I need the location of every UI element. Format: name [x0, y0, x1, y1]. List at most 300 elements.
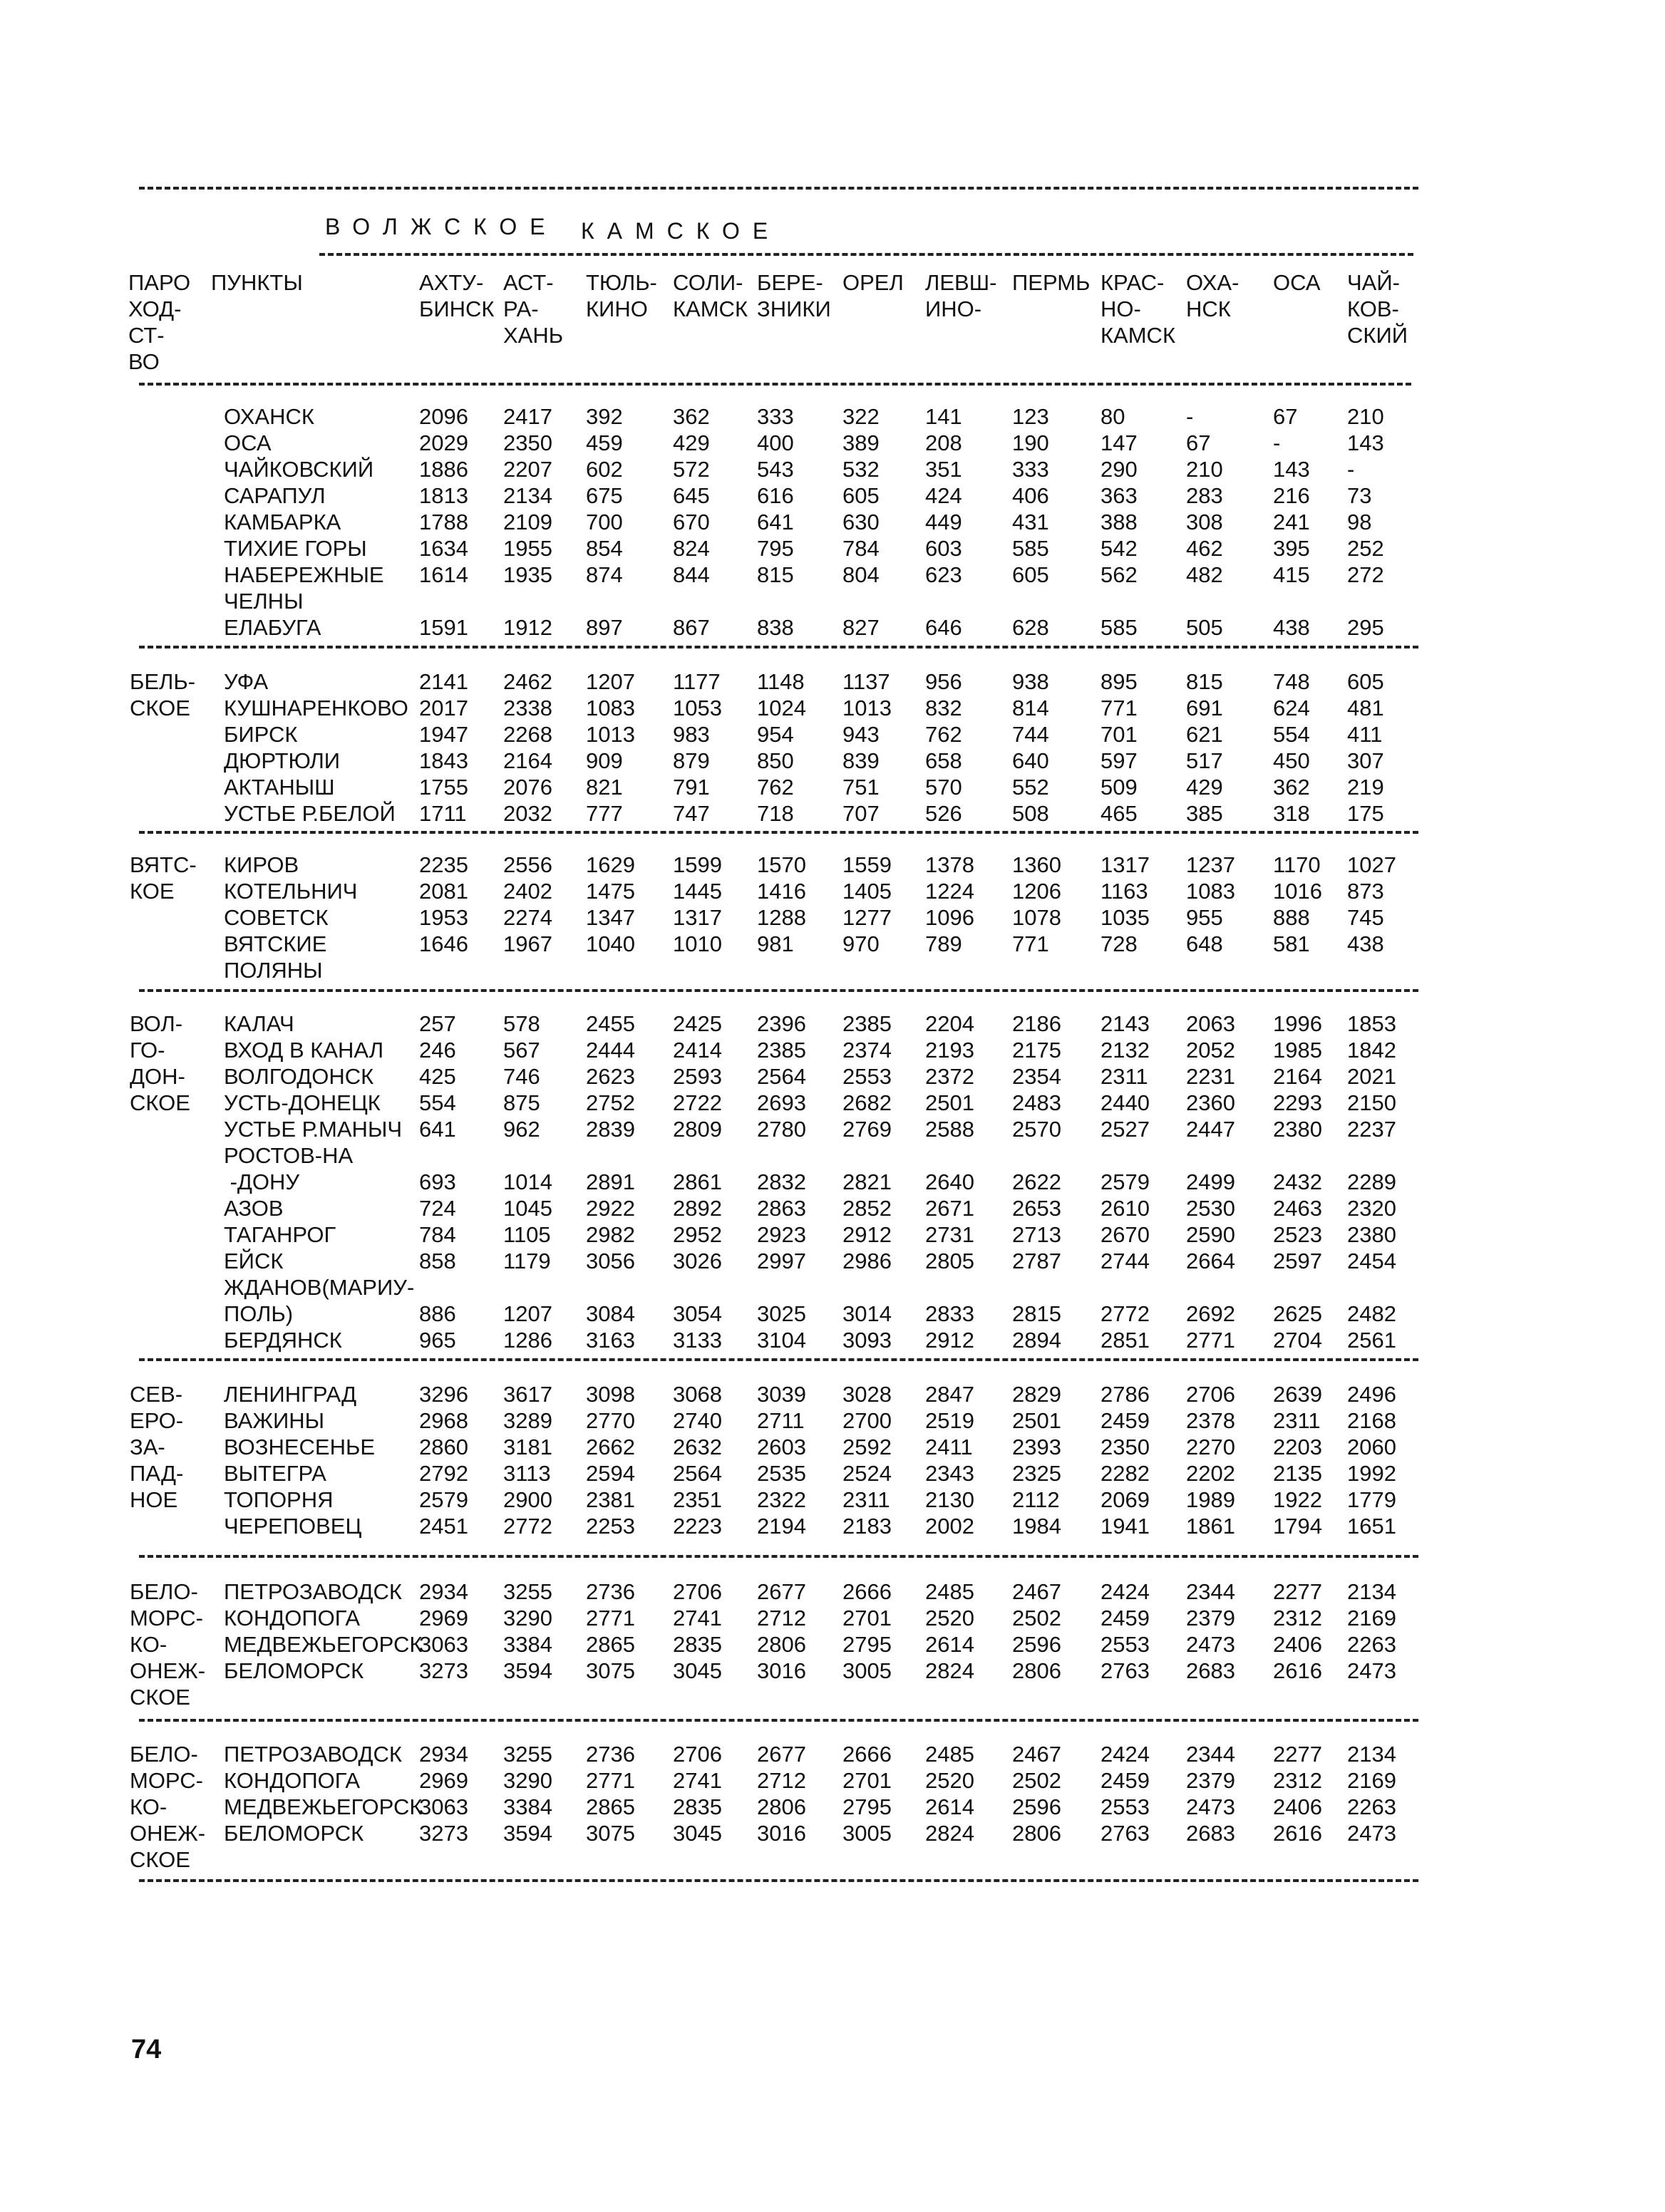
table-cell: 3098: [586, 1382, 635, 1407]
table-cell: -: [1186, 404, 1194, 429]
table-cell: 578: [503, 1011, 540, 1036]
table-cell: 2969: [419, 1768, 468, 1793]
table-cell: 147: [1100, 430, 1138, 455]
table-cell: 970: [842, 931, 880, 956]
table-cell: 858: [419, 1249, 456, 1273]
column-header: ТЮЛЬ- КИНО: [586, 270, 657, 321]
table-cell: 2553: [1100, 1632, 1150, 1657]
table-cell: 333: [757, 404, 794, 429]
table-cell: 2763: [1100, 1821, 1150, 1846]
group-title-volzhskoe: ВОЛЖСКОЕ: [325, 214, 558, 239]
table-cell: 1922: [1273, 1487, 1322, 1512]
table-cell: 2350: [1100, 1435, 1150, 1459]
table-cell: 3594: [503, 1658, 552, 1683]
table-cell: 98: [1347, 510, 1372, 534]
table-cell: 2096: [419, 404, 468, 429]
table-cell: 838: [757, 615, 794, 640]
table-cell: 2701: [842, 1606, 892, 1630]
table-cell: 2325: [1012, 1461, 1061, 1486]
column-header: ОРЕЛ: [842, 270, 904, 295]
table-cell: 2459: [1100, 1606, 1150, 1630]
table-cell: 2806: [757, 1632, 806, 1657]
table-cell: 2561: [1347, 1328, 1396, 1353]
table-cell: 3039: [757, 1382, 806, 1407]
table-cell: 1286: [503, 1328, 552, 1353]
table-cell: 2150: [1347, 1090, 1396, 1115]
row-label: КАЛАЧ: [224, 1011, 294, 1036]
row-label: ЛЕНИНГРАД: [224, 1382, 357, 1407]
table-cell: 2623: [586, 1064, 635, 1089]
table-cell: 2982: [586, 1222, 635, 1247]
row-label: УСТЬ-ДОНЕЦК: [224, 1090, 381, 1115]
row-label: КОТЕЛЬНИЧ: [224, 879, 358, 904]
table-cell: 2934: [419, 1742, 468, 1767]
table-cell: 3028: [842, 1382, 892, 1407]
row-label: ТАГАНРОГ: [224, 1222, 336, 1247]
table-cell: 2968: [419, 1408, 468, 1433]
table-cell: 2143: [1100, 1011, 1150, 1036]
table-cell: 658: [925, 748, 962, 773]
table-cell: 1360: [1012, 852, 1061, 877]
table-cell: 585: [1100, 615, 1138, 640]
table-cell: 3084: [586, 1301, 635, 1326]
table-cell: 2772: [1100, 1301, 1150, 1326]
table-cell: 2141: [419, 669, 468, 694]
table-cell: 208: [925, 430, 962, 455]
table-cell: 581: [1273, 931, 1310, 956]
table-cell: 2311: [1100, 1064, 1148, 1089]
table-cell: 2772: [503, 1514, 552, 1539]
table-cell: 645: [673, 483, 710, 508]
row-label: НАБЕРЕЖНЫЕ: [224, 562, 384, 587]
table-cell: 2603: [757, 1435, 806, 1459]
table-cell: 2385: [757, 1038, 806, 1063]
table-cell: 603: [925, 536, 962, 561]
table-cell: 2444: [586, 1038, 635, 1063]
table-cell: 1237: [1186, 852, 1235, 877]
page-number: 74: [131, 2035, 162, 2064]
table-cell: 2379: [1186, 1768, 1235, 1793]
table-cell: 2839: [586, 1117, 635, 1142]
table-cell: 1013: [586, 722, 635, 747]
table-cell: 2523: [1273, 1222, 1322, 1247]
column-header: БЕРЕ- ЗНИКИ: [757, 270, 831, 321]
table-cell: 1045: [503, 1196, 552, 1221]
table-cell: 2052: [1186, 1038, 1235, 1063]
table-cell: 425: [419, 1064, 456, 1089]
table-cell: 1163: [1100, 879, 1148, 904]
table-cell: 2193: [925, 1038, 974, 1063]
table-cell: 1614: [419, 562, 468, 587]
table-cell: 1053: [673, 696, 722, 720]
table-cell: 602: [586, 457, 623, 482]
table-cell: 2175: [1012, 1038, 1061, 1063]
table-cell: 1842: [1347, 1038, 1396, 1063]
table-cell: 67: [1273, 404, 1298, 429]
table-cell: 965: [419, 1328, 456, 1353]
table-cell: 2463: [1273, 1196, 1322, 1221]
table-cell: 2293: [1273, 1090, 1322, 1115]
table-cell: 3014: [842, 1301, 892, 1326]
table-cell: 175: [1347, 801, 1384, 826]
table-cell: 897: [586, 615, 623, 640]
table-cell: 2592: [842, 1435, 892, 1459]
table-cell: 628: [1012, 615, 1049, 640]
row-label: ЖДАНОВ(МАРИУ-: [224, 1275, 415, 1300]
table-cell: 2556: [503, 852, 552, 877]
table-cell: 2451: [419, 1514, 468, 1539]
table-cell: 2809: [673, 1117, 722, 1142]
table-cell: 3594: [503, 1821, 552, 1846]
table-cell: 3104: [757, 1328, 806, 1353]
row-label: ПЕТРОЗАВОДСК: [224, 1579, 402, 1604]
table-cell: 867: [673, 615, 710, 640]
row-label: ПОЛЯНЫ: [224, 958, 323, 983]
table-cell: 623: [925, 562, 962, 587]
table-cell: 3273: [419, 1658, 468, 1683]
table-cell: 777: [586, 801, 623, 826]
row-label: ЕЛАБУГА: [224, 615, 321, 640]
table-cell: 2770: [586, 1408, 635, 1433]
table-cell: 814: [1012, 696, 1049, 720]
table-cell: 3296: [419, 1382, 468, 1407]
table-cell: 605: [1012, 562, 1049, 587]
table-cell: 2406: [1273, 1632, 1322, 1657]
table-cell: 1378: [925, 852, 974, 877]
table-cell: 389: [842, 430, 880, 455]
section-group-label: БЕЛО- МОРС- КО- ОНЕЖ- СКОЕ: [130, 1742, 206, 1872]
table-cell: 1788: [419, 510, 468, 534]
table-cell: 886: [419, 1301, 456, 1326]
table-cell: 875: [503, 1090, 540, 1115]
table-cell: 2263: [1347, 1794, 1396, 1819]
table-cell: 554: [419, 1090, 456, 1115]
table-cell: 1027: [1347, 852, 1396, 877]
row-label: БЕРДЯНСК: [224, 1328, 342, 1353]
table-cell: 2640: [925, 1169, 974, 1194]
row-label: ВХОД В КАНАЛ: [224, 1038, 384, 1063]
table-cell: 2865: [586, 1794, 635, 1819]
table-cell: 2263: [1347, 1632, 1396, 1657]
table-cell: 219: [1347, 775, 1384, 800]
table-cell: 2482: [1347, 1301, 1396, 1326]
table-cell: 3005: [842, 1658, 892, 1683]
table-cell: 641: [757, 510, 794, 534]
table-cell: 2360: [1186, 1090, 1235, 1115]
row-label: ОСА: [224, 430, 272, 455]
table-cell: 1947: [419, 722, 468, 747]
table-cell: 2132: [1100, 1038, 1150, 1063]
table-cell: 3056: [586, 1249, 635, 1273]
table-cell: -: [1273, 430, 1281, 455]
table-cell: 2590: [1186, 1222, 1235, 1247]
table-cell: 2350: [503, 430, 552, 455]
row-label: МЕДВЕЖЬЕГОРСК: [224, 1632, 423, 1657]
table-cell: 2986: [842, 1249, 892, 1273]
table-cell: 789: [925, 931, 962, 956]
table-cell: 2632: [673, 1435, 722, 1459]
table-cell: 210: [1186, 457, 1223, 482]
table-cell: 2662: [586, 1435, 635, 1459]
table-cell: 2610: [1100, 1196, 1150, 1221]
table-cell: 2277: [1273, 1579, 1322, 1604]
table-cell: 955: [1186, 905, 1223, 930]
table-cell: 832: [925, 696, 962, 720]
table-cell: 2501: [925, 1090, 974, 1115]
table-cell: 821: [586, 775, 623, 800]
header-punkty: ПУНКТЫ: [211, 270, 303, 295]
table-cell: 2447: [1186, 1117, 1235, 1142]
table-cell: 2891: [586, 1169, 635, 1194]
table-cell: 2235: [419, 852, 468, 877]
row-label: ЧЕЛНЫ: [224, 589, 304, 614]
table-cell: 2570: [1012, 1117, 1061, 1142]
table-cell: 2069: [1100, 1487, 1150, 1512]
table-cell: 257: [419, 1011, 456, 1036]
table-cell: 438: [1347, 931, 1384, 956]
table-cell: 641: [419, 1117, 456, 1142]
table-cell: 956: [925, 669, 962, 694]
table-cell: 1646: [419, 931, 468, 956]
table-cell: 1886: [419, 457, 468, 482]
column-header: АСТ- РА- ХАНЬ: [503, 270, 564, 348]
table-cell: 585: [1012, 536, 1049, 561]
table-cell: 3093: [842, 1328, 892, 1353]
table-cell: 2406: [1273, 1794, 1322, 1819]
table-cell: 2792: [419, 1461, 468, 1486]
section-rule: [139, 831, 1418, 834]
table-cell: 2711: [757, 1408, 805, 1433]
table-cell: 2677: [757, 1579, 806, 1604]
table-cell: 3181: [503, 1435, 552, 1459]
table-cell: 2741: [673, 1768, 722, 1793]
table-cell: 465: [1100, 801, 1138, 826]
table-cell: 2338: [503, 696, 552, 720]
row-label: ВОЛГОДОНСК: [224, 1064, 374, 1089]
table-cell: 1347: [586, 905, 635, 930]
table-cell: 2795: [842, 1794, 892, 1819]
table-cell: 362: [673, 404, 710, 429]
table-cell: 2821: [842, 1169, 892, 1194]
table-cell: 2374: [842, 1038, 892, 1063]
table-cell: 2467: [1012, 1742, 1061, 1767]
table-cell: 2795: [842, 1632, 892, 1657]
table-cell: 526: [925, 801, 962, 826]
table-cell: 879: [673, 748, 710, 773]
row-label: ДЮРТЮЛИ: [224, 748, 341, 773]
table-cell: 2704: [1273, 1328, 1322, 1353]
table-cell: 747: [673, 801, 710, 826]
table-cell: 3063: [419, 1632, 468, 1657]
table-cell: 640: [1012, 748, 1049, 773]
table-cell: 2520: [925, 1768, 974, 1793]
table-cell: 2393: [1012, 1435, 1061, 1459]
row-label: КУШНАРЕНКОВО: [224, 696, 408, 720]
table-cell: 2109: [503, 510, 552, 534]
table-cell: 143: [1273, 457, 1310, 482]
table-cell: 2496: [1347, 1382, 1396, 1407]
column-header: ЛЕВШ- ИНО-: [925, 270, 997, 321]
table-cell: 1170: [1273, 852, 1321, 877]
section-group-label: БЕЛО- МОРС- КО- ОНЕЖ- СКОЕ: [130, 1579, 206, 1710]
table-cell: 3063: [419, 1794, 468, 1819]
table-cell: 771: [1100, 696, 1138, 720]
row-label: ВАЖИНЫ: [224, 1408, 325, 1433]
table-cell: 2671: [925, 1196, 974, 1221]
table-cell: 2744: [1100, 1249, 1150, 1273]
table-cell: 2527: [1100, 1117, 1150, 1142]
table-cell: 438: [1273, 615, 1310, 640]
table-cell: 1035: [1100, 905, 1150, 930]
table-cell: 1861: [1186, 1514, 1235, 1539]
table-cell: 2344: [1186, 1579, 1235, 1604]
table-cell: 429: [1186, 775, 1223, 800]
table-cell: 2379: [1186, 1606, 1235, 1630]
table-cell: 2499: [1186, 1169, 1235, 1194]
section-rule: [139, 1719, 1418, 1722]
table-cell: 1083: [1186, 879, 1235, 904]
table-cell: 406: [1012, 483, 1049, 508]
table-cell: 2997: [757, 1249, 806, 1273]
table-cell: 2524: [842, 1461, 892, 1486]
row-label: ОХАНСК: [224, 404, 314, 429]
table-cell: 482: [1186, 562, 1223, 587]
table-cell: 844: [673, 562, 710, 587]
table-cell: 2344: [1186, 1742, 1235, 1767]
table-cell: 2579: [419, 1487, 468, 1512]
table-cell: 241: [1273, 510, 1310, 534]
table-cell: 3255: [503, 1579, 552, 1604]
table-cell: 943: [842, 722, 880, 747]
table-cell: 2614: [925, 1794, 974, 1819]
table-cell: 3075: [586, 1821, 635, 1846]
section-rule: [139, 1879, 1418, 1882]
row-label: АКТАНЫШ: [224, 775, 335, 800]
column-header: КРАС- НО- КАМСК: [1100, 270, 1176, 348]
table-cell: 2194: [757, 1514, 806, 1539]
table-cell: 2063: [1186, 1011, 1235, 1036]
row-label: ТОПОРНЯ: [224, 1487, 334, 1512]
table-cell: 2806: [1012, 1658, 1061, 1683]
row-label: КОНДОПОГА: [224, 1768, 361, 1793]
table-cell: 283: [1186, 483, 1223, 508]
table-cell: 1078: [1012, 905, 1061, 930]
row-label: УСТЬЕ Р.МАНЫЧ: [224, 1117, 403, 1142]
table-cell: 1953: [419, 905, 468, 930]
table-cell: 2579: [1100, 1169, 1150, 1194]
section-group-label: ВОЛ- ГО- ДОН- СКОЕ: [130, 1011, 190, 1115]
table-cell: 2922: [586, 1196, 635, 1221]
table-cell: 2454: [1347, 1249, 1396, 1273]
table-cell: 2614: [925, 1632, 974, 1657]
table-cell: 2289: [1347, 1169, 1396, 1194]
table-cell: 1445: [673, 879, 722, 904]
table-cell: 804: [842, 562, 880, 587]
table-cell: 459: [586, 430, 623, 455]
table-cell: 824: [673, 536, 710, 561]
table-cell: 962: [503, 1117, 540, 1142]
table-cell: 1206: [1012, 879, 1061, 904]
table-cell: 2268: [503, 722, 552, 747]
table-cell: 2164: [1273, 1064, 1322, 1089]
table-cell: 2596: [1012, 1794, 1061, 1819]
column-header: ОСА: [1273, 270, 1321, 295]
table-cell: 616: [757, 483, 794, 508]
table-cell: 815: [757, 562, 794, 587]
table-cell: 2134: [503, 483, 552, 508]
table-cell: 2311: [842, 1487, 890, 1512]
table-cell: 2169: [1347, 1768, 1396, 1793]
table-cell: 2502: [1012, 1768, 1061, 1793]
table-cell: 2835: [673, 1794, 722, 1819]
table-cell: 2183: [842, 1514, 892, 1539]
table-cell: 2835: [673, 1632, 722, 1657]
table-cell: 141: [925, 404, 962, 429]
row-label: БИРСК: [224, 722, 298, 747]
table-cell: 3068: [673, 1382, 722, 1407]
table-cell: 2168: [1347, 1408, 1396, 1433]
table-cell: 1570: [757, 852, 806, 877]
table-cell: 3054: [673, 1301, 722, 1326]
table-cell: 701: [1100, 722, 1138, 747]
table-cell: 2752: [586, 1090, 635, 1115]
table-cell: 2462: [503, 669, 552, 694]
table-cell: 1634: [419, 536, 468, 561]
table-cell: 2320: [1347, 1196, 1396, 1221]
table-cell: 1013: [842, 696, 892, 720]
table-cell: 2530: [1186, 1196, 1235, 1221]
table-cell: 1941: [1100, 1514, 1150, 1539]
table-cell: 648: [1186, 931, 1223, 956]
table-cell: 562: [1100, 562, 1138, 587]
table-cell: 1224: [925, 879, 974, 904]
table-cell: 123: [1012, 404, 1049, 429]
table-cell: 2912: [925, 1328, 974, 1353]
table-cell: 2029: [419, 430, 468, 455]
section-group-label: БЕЛЬ- СКОЕ: [130, 669, 196, 720]
table-cell: 3290: [503, 1768, 552, 1793]
table-cell: 2380: [1347, 1222, 1396, 1247]
table-cell: 2021: [1347, 1064, 1396, 1089]
table-cell: 143: [1347, 430, 1384, 455]
table-cell: 2780: [757, 1117, 806, 1142]
table-cell: 1416: [757, 879, 806, 904]
column-header: СОЛИ- КАМСК: [673, 270, 748, 321]
table-cell: 2378: [1186, 1408, 1235, 1433]
table-cell: 2824: [925, 1658, 974, 1683]
table-cell: 295: [1347, 615, 1384, 640]
table-cell: 2847: [925, 1382, 974, 1407]
section-group-label: СЕВ- ЕРО- ЗА- ПАД- НОЕ: [130, 1382, 184, 1512]
table-cell: 2892: [673, 1196, 722, 1221]
table-cell: 3133: [673, 1328, 722, 1353]
table-cell: 1317: [1100, 852, 1150, 877]
table-cell: 2741: [673, 1606, 722, 1630]
table-cell: 2130: [925, 1487, 974, 1512]
table-cell: 552: [1012, 775, 1049, 800]
table-cell: 3026: [673, 1249, 722, 1273]
table-cell: 2740: [673, 1408, 722, 1433]
table-cell: 2683: [1186, 1658, 1235, 1683]
table-cell: 2677: [757, 1742, 806, 1767]
table-cell: 3289: [503, 1408, 552, 1433]
table-cell: 2771: [1186, 1328, 1235, 1353]
table-cell: 508: [1012, 801, 1049, 826]
table-cell: 2851: [1100, 1328, 1150, 1353]
table-cell: 272: [1347, 562, 1384, 587]
table-cell: 2112: [1012, 1487, 1060, 1512]
table-cell: 762: [757, 775, 794, 800]
